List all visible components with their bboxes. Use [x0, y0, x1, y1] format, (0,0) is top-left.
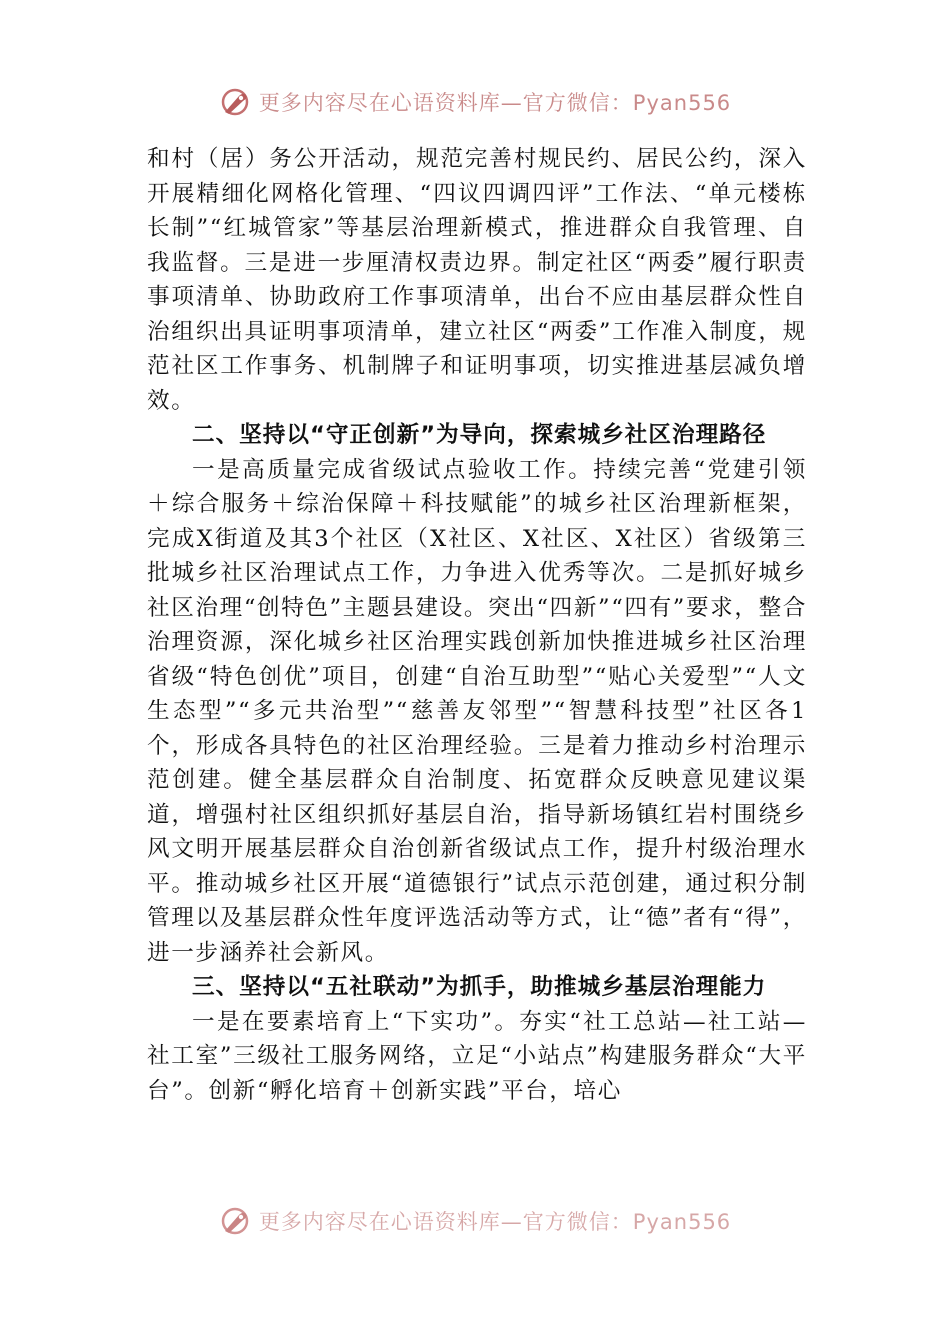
watermark-footer	[0, 1205, 950, 1237]
watermark-header	[0, 86, 950, 118]
brush-logo-icon	[219, 1205, 251, 1237]
section-heading: 二、坚持以“守正创新”为导向，探索城乡社区治理路径	[192, 422, 767, 448]
section-heading: 三、坚持以“五社联动”为抓手，助推城乡基层治理能力	[192, 974, 767, 1000]
brush-logo-icon	[219, 86, 251, 118]
document-body	[147, 142, 807, 1108]
watermark-text: 更多内容尽在心语资料库—官方微信：Pyan556	[258, 1210, 732, 1234]
paragraph: 一是在要素培育上“下实功”。夯实“社工总站—社工站—社工室”三级社工服务网络，立足“小站点”构建服务群众“大平台”。创新“孵化培育＋创新实践”平台，培心	[147, 1008, 807, 1104]
paragraph: 和村（居）务公开活动，规范完善村规民约、居民公约，深入开展精细化网格化管理、“四议四调四评”工作法、“单元楼栋长制”“红城管家”等基层治理新模式，推进群众自我管理、自我监督。三是进一步厘清权责边界。制定社区“两委”履行职责事项清单、协助政府工作事项清单，出台不应由基层群众性自治组织出具证明事项清单，建立社区“两委”工作准入制度，规范社区工作事务、机制牌子和证明事项，切实推进基层减负增效。	[147, 146, 807, 414]
watermark-text: 更多内容尽在心语资料库—官方微信：Pyan556	[258, 91, 732, 115]
paragraph: 一是高质量完成省级试点验收工作。持续完善“党建引领＋综合服务＋综治保障＋科技赋能”的城乡社区治理新框架，完成X街道及其3个社区（X社区、X社区、X社区）省级第三批城乡社区治理试点工作，力争进入优秀等次。二是抓好城乡社区治理“创特色”主题县建设。突出“四新”“四有”要求，整合治理资源，深化城乡社区治理实践创新加快推进城乡社区治理省级“特色创优”项目，创建“自治互助型”“贴心关爱型”“人文生态型”“多元共治型”“慈善友邻型”“智慧科技型”社区各1个，形成各具特色的社区治理经验。三是着力推动乡村治理示范创建。健全基层群众自治制度、拓宽群众反映意见建议渠道，增强村社区组织抓好基层自治，指导新场镇红岩村围绕乡风文明开展基层群众自治创新省级试点工作，提升村级治理水平。推动城乡社区开展“道德银行”试点示范创建，通过积分制管理以及基层群众性年度评选活动等方式，让“德”者有“得”，进一步涵养社会新风。	[147, 456, 807, 966]
